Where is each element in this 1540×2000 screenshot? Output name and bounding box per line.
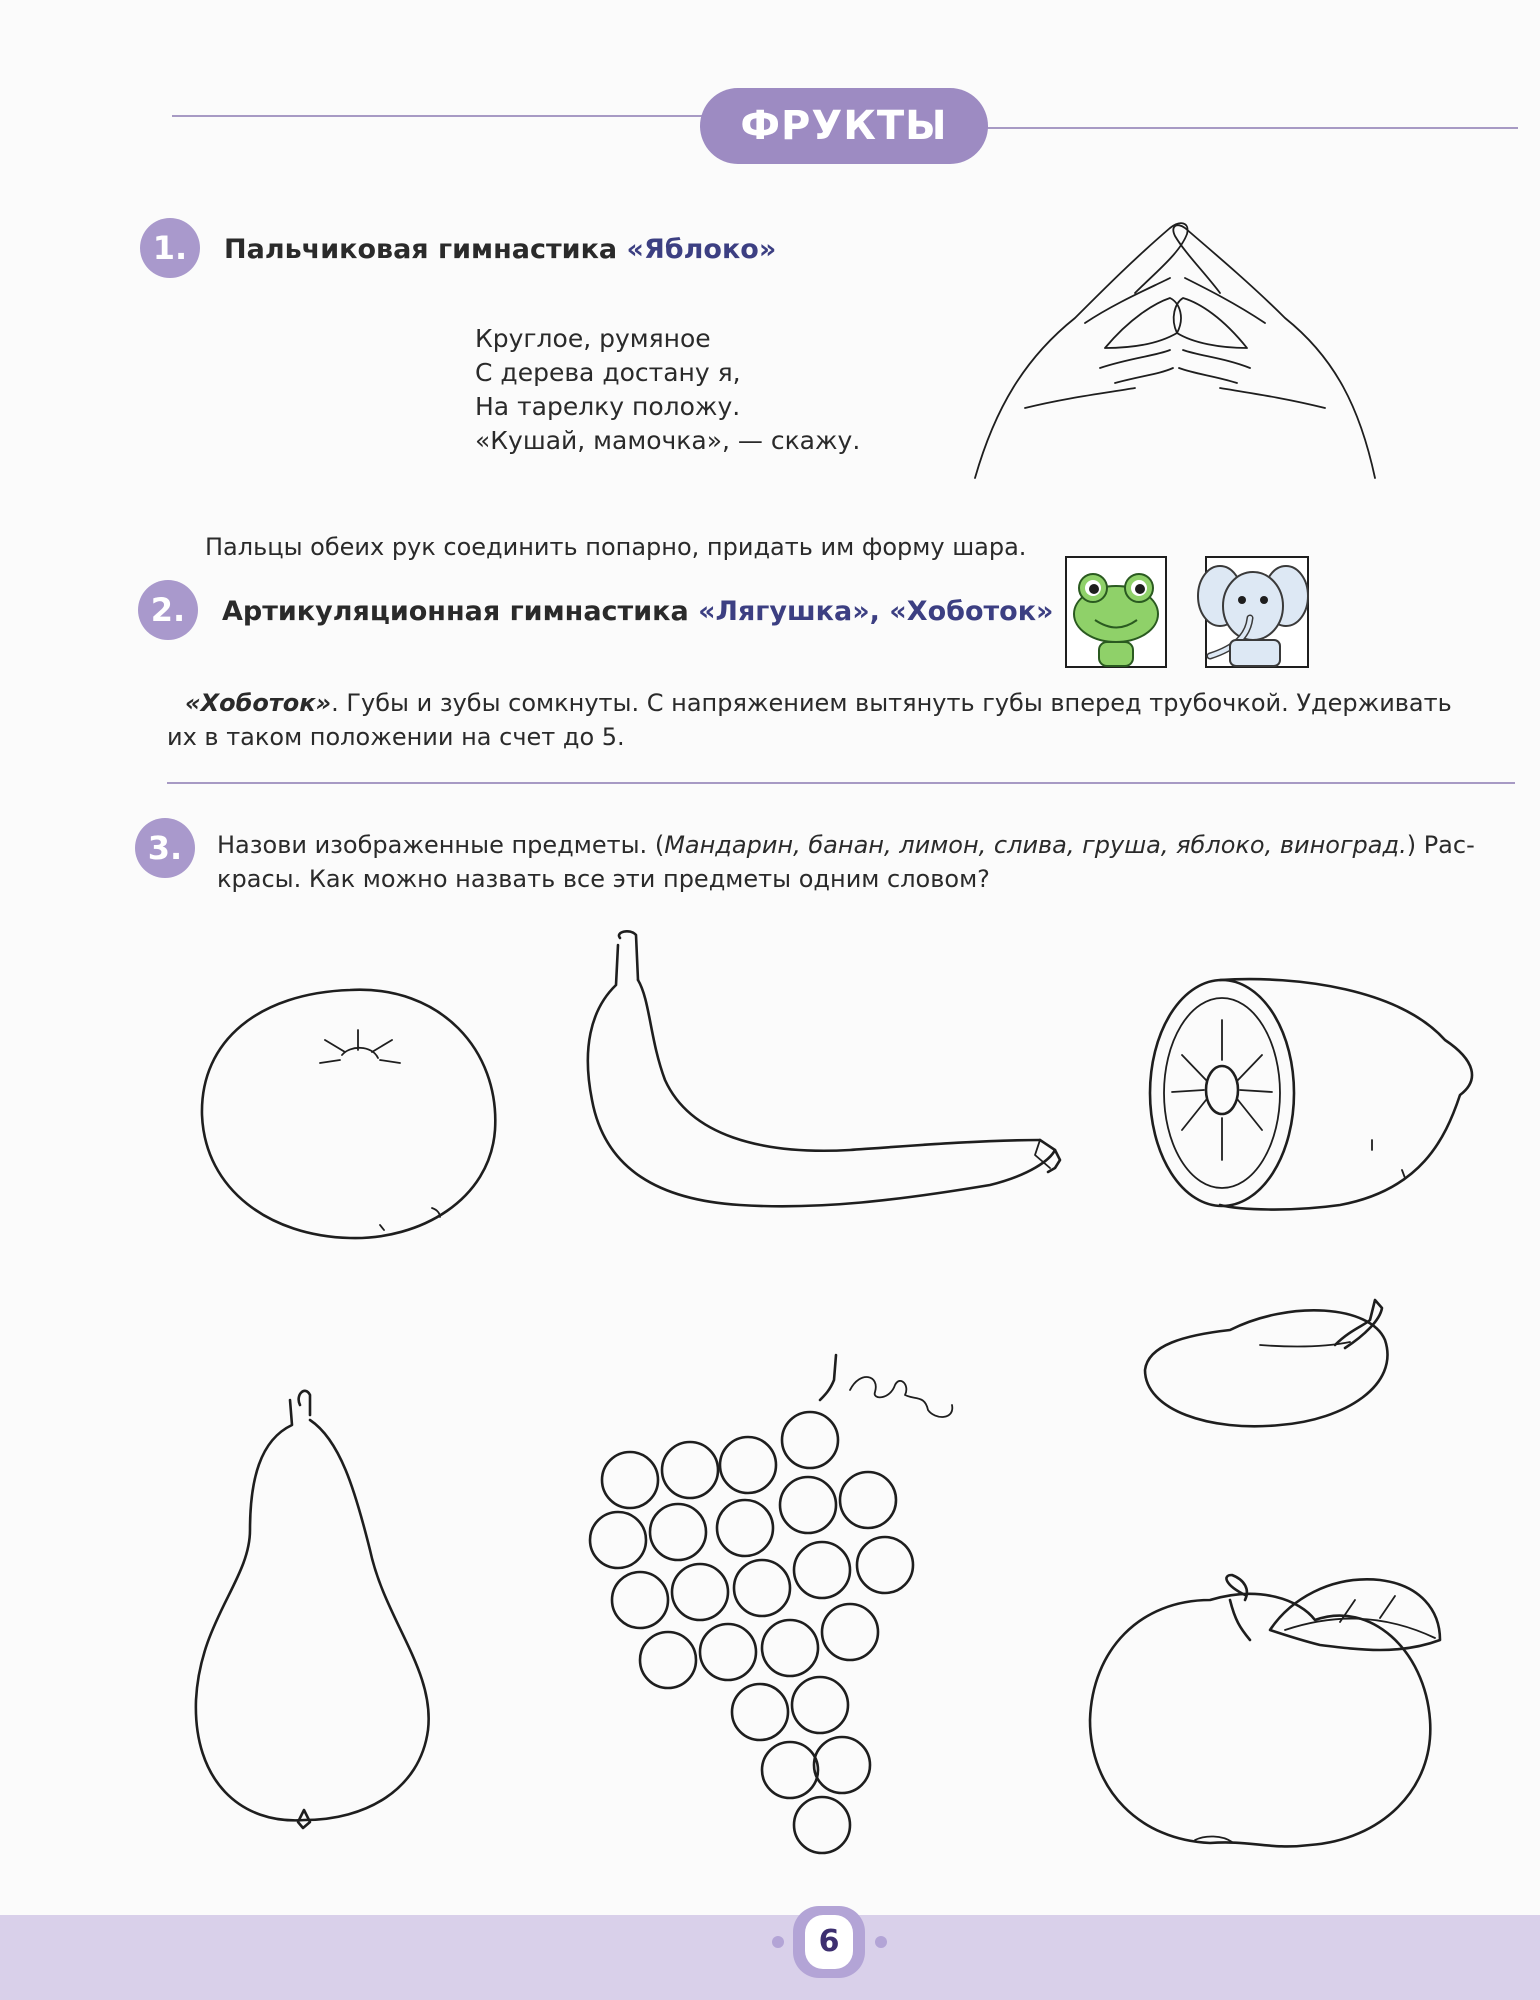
task2-term: «Хоботок» [185,689,332,717]
task1-heading-text: Пальчиковая гимнастика [224,234,618,265]
poem-line: Круглое, румяное [475,324,711,353]
task3-fruit-list: Мандарин, банан, лимон, слива, груша, яблоко, виноград. [664,831,1407,859]
poem-line: С дерева достану я, [475,358,741,387]
hands-illustration [965,208,1385,488]
section-divider [167,782,1515,784]
pear-drawing [196,1391,429,1828]
elephant-card [1190,556,1310,668]
title-rule-right [980,127,1518,129]
task2-heading [222,596,1053,627]
task3-line1 [217,828,1477,862]
frog-card [1065,556,1167,668]
task2-desc-line2: их в таком положении на счет до 5. [167,723,625,751]
footer-dot [875,1936,887,1948]
task2-heading-highlight: «Лягушка», «Хоботок» [698,596,1054,627]
task3-line1-a: Назови изображенные предметы. ( [217,831,665,859]
page-title: ФРУКТЫ [700,88,988,164]
grapes-drawing [590,1355,952,1853]
task1-instruction: Пальцы обеих рук соединить попарно, придать им форму шара. [205,533,1027,561]
footer-band [0,1915,1540,2000]
apple-drawing [1090,1575,1440,1846]
task3-line2: красы. Как можно назвать все эти предметы одним словом? [217,865,990,893]
task3-line1-b: ) Рас- [1406,831,1475,859]
task1-heading [224,234,776,265]
lemon-drawing [1150,979,1472,1209]
task1-poem [475,322,860,458]
task2-desc-line1: . Губы и зубы сомкнуты. С напряжением вытянуть губы вперед трубочкой. Удерживать [331,689,1452,717]
page-number: 6 [805,1915,853,1969]
task1-heading-highlight: «Яблоко» [626,234,777,265]
footer-dot [772,1936,784,1948]
mandarin-drawing [202,990,495,1238]
poem-line: «Кушай, мамочка», — скажу. [475,426,861,455]
plum-drawing [1145,1300,1387,1426]
fruit-drawings [0,900,1540,1900]
poem-line: На тарелку положу. [475,392,741,421]
task1-number: 1. [140,218,200,278]
task2-description [185,686,1475,720]
task3-number: 3. [135,818,195,878]
banana-drawing [588,931,1060,1206]
task2-heading-text: Артикуляционная гимнастика [222,596,689,627]
title-rule-left [172,115,707,117]
task2-number: 2. [138,580,198,640]
